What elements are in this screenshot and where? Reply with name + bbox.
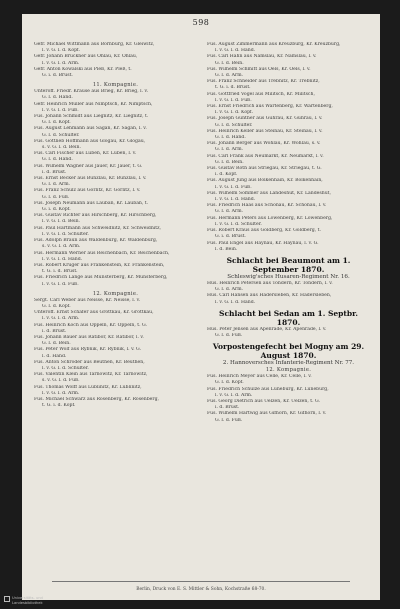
- entry-continuation: G. l. d. Kopf.: [42, 120, 71, 126]
- entry-continuation: G. l. d. Arm.: [215, 287, 244, 293]
- entry-line: Füs. Adolph Braun aus Waldenburg, Kr. Waldenburg,: [34, 238, 158, 244]
- entry-line: Gefr. Michael Wittmann aus Bornburg, Kr. Gleiwitz,: [34, 42, 155, 47]
- entry-continuation: l. v. G. l. d. Schulter.: [42, 365, 89, 371]
- section-heading: 11. Kompagnie.: [92, 82, 139, 89]
- entry-continuation: s. v. G. l. d. Fuß.: [42, 378, 80, 384]
- entry-continuation: l. v. G. l. d. Arm.: [215, 392, 253, 398]
- entry-line: Gefr. Heinrich Müller aus Nimptsch, Kr. Nimptsch,: [34, 101, 153, 107]
- entry-line: Füs. Heinrich Keller aus Steinau, Kr. Steinau, l. v.: [207, 128, 323, 134]
- entry-line: Füs. Carl Frank aus Neumarkt, Kr. Neumarkt, l. v.: [207, 153, 324, 159]
- entry-line: Füs. Friedrich Lange aus Münsterberg, Kr. Münsterberg,: [34, 275, 168, 281]
- entry-continuation: G. l. d. Schulter.: [215, 122, 253, 128]
- entry-continuation: G. l. d. Fuß.: [215, 417, 243, 423]
- entry-continuation: l. v. G. l. d. Hand.: [215, 48, 256, 54]
- entry-continuation: s. v. G. l. d. Arm.: [42, 244, 81, 250]
- entry-line: Füs. Ernst Becker aus Bunzlau, Kr. Bunzlau, l. v.: [34, 176, 147, 182]
- entry-continuation: G. l. d. Arm.: [215, 147, 244, 153]
- text-columns: [34, 42, 370, 578]
- entry-line: Füs. Paul Engel aus Haynau, Kr. Haynau, l. v. G.: [207, 240, 319, 246]
- section-heading: 12. Kompagnie.: [265, 367, 312, 374]
- entry-continuation: l. v. G. l. d. Hand.: [215, 299, 256, 305]
- entry-line: Füs. August Lehmann aus Sagan, Kr. Sagan, l. v.: [34, 126, 147, 132]
- entry-line: Füs. Gustav Richter aus Hirschberg, Kr. Hirschberg,: [34, 213, 157, 219]
- entry-continuation: G. l. d. Kopf.: [215, 380, 244, 386]
- entry-continuation: G. l. d. Schulter.: [42, 132, 80, 138]
- entry-continuation: G. i. d. Brust.: [42, 73, 73, 79]
- entry-continuation: G. i. d. Brust.: [215, 234, 246, 240]
- entry-continuation: l. v. G. l. d. Kopf.: [215, 110, 254, 116]
- entry-line: Füs. Georg Dietrich aus Uelzen, Kr. Uelzen, t. G.: [207, 398, 320, 404]
- footer-rule: [52, 581, 350, 582]
- entry-continuation: l. d. Bein.: [215, 246, 238, 252]
- entry-continuation: l. v. G. l. d. Schulter.: [42, 231, 89, 237]
- entry-continuation: t. G. i. d. Kopf.: [42, 403, 76, 409]
- entry-line: Füs. Carl Fischer aus Lüben, Kr. Lüben, l. v.: [34, 151, 137, 157]
- entry-continuation: t. G. i. d. Brust.: [42, 269, 78, 275]
- entry-line: Füs. Anton Schröder aus Beuthen, Kr. Beuthen,: [34, 359, 145, 365]
- entry-continuation: l. v. G. l. d. Bein.: [42, 219, 81, 225]
- entry-continuation: G. l. d. Hand.: [42, 95, 73, 101]
- entry-continuation: G. l. d. Bein.: [42, 341, 71, 347]
- entry-line: Füs. August Jung aus Bolkenhain, Kr. Bolkenhain,: [207, 178, 323, 184]
- entry-continuation: l. v. G. l. d. Arm.: [42, 390, 80, 396]
- entry-continuation: l. d. Hand.: [42, 353, 67, 359]
- entry-line: Füs. Johann Berger aus Wohlau, Kr. Wohlau, s. v.: [207, 141, 321, 147]
- entry-line: Füs. Wilhelm Sommer aus Landeshut, Kr. Landeshut,: [207, 190, 331, 196]
- entry-continuation: G. l. d. Arm.: [215, 73, 244, 79]
- entry-continuation: i. d. Brust.: [215, 405, 240, 411]
- entry-continuation: G. l. d. Bein.: [215, 159, 244, 165]
- entry-line: Füs. Robert Kraus aus Goldberg, Kr. Goldberg, t.: [207, 228, 321, 234]
- entry-continuation: i. d. Kopf.: [215, 172, 238, 178]
- page-number: 598: [192, 18, 210, 27]
- entry-line: Hus. Peter Jensen aus Apenrade, Kr. Apenrade, l. v.: [207, 326, 327, 332]
- entry-continuation: l. v. G. l. d. Hand.: [215, 197, 256, 203]
- entry-continuation: G. l. d. Fuß.: [42, 194, 70, 200]
- entry-line: Füs. Hermann Werner aus Reichenbach, Kr. Reichenbach,: [34, 250, 170, 256]
- entry-line: Füs. Carl Hahn aus Namslau, Kr. Namslau, l. v.: [207, 54, 317, 60]
- entry-line: Füs. Johann Bauer aus Ratibor, Kr. Ratibor, l. v.: [34, 334, 144, 340]
- entry-line: Füs. Franz Schulz aus Görlitz, Kr. Görlitz, l. v.: [34, 188, 141, 194]
- entry-continuation: l. v. G. l. d. Schulter.: [215, 221, 262, 227]
- entry-continuation: G. l. d. Bein.: [215, 60, 244, 66]
- entry-continuation: i. d. Brust.: [42, 169, 67, 175]
- entry-line: Füs. Peter Wolf aus Rybnik, Kr. Rybnik, l. v. G.: [34, 347, 142, 353]
- entry-continuation: l. v. G. l. d. Fuß.: [42, 107, 79, 113]
- entry-continuation: l. v. G. l. d. Arm.: [42, 60, 80, 66]
- entry-continuation: l. v. G. l. d. Fuß.: [215, 184, 252, 190]
- right-column: [207, 42, 370, 578]
- entry-continuation: s. v. G. l. d. Bein.: [42, 145, 81, 151]
- entry-line: Füs. Gustav Roth aus Striegau, Kr. Striegau, t. G.: [207, 166, 322, 172]
- page-footer: Berlin, Druck von E. S. Mittler & Sohn, Kochstraße 68-70.: [136, 587, 266, 592]
- entry-line: Füs. Heinrich Meyer aus Celle, Kr. Celle, l. v.: [207, 374, 312, 380]
- stamp-line: Universitäts- und: [12, 596, 43, 601]
- entry-continuation: t. G. i. d. Brust.: [215, 85, 251, 91]
- entry-continuation: i. d. Brust.: [42, 328, 67, 334]
- entry-continuation: G. l. d. Kopf.: [42, 303, 71, 309]
- entry-line: Hus. Heinrich Petersen aus Tondern, Kr. Tondern, l. v.: [207, 280, 333, 286]
- entry-line: Füs. August Zimmermann aus Kreuzburg, Kr. Kreuzburg,: [207, 42, 341, 47]
- entry-line: Unteroff. Ernst Schäfer aus Grottkau, Kr. Grottkau,: [34, 310, 154, 316]
- entry-line: Füs. Friedrich Haas aus Schönau, Kr. Schönau, l. v.: [207, 203, 327, 209]
- regiment-heading: 2. Hannoversches Infanterie-Regiment Nr. 77.: [222, 360, 355, 367]
- entry-continuation: G. i. d. Kopf.: [42, 207, 71, 213]
- library-logo-icon: [4, 596, 10, 602]
- entry-continuation: l. v. G. l. d. Fuß.: [42, 281, 79, 287]
- regiment-heading: Schleswig'sches Husaren-Regiment Nr. 16.: [227, 273, 350, 280]
- battle-heading: Vorpostengefecht bei Mogny am 29. August 1870.: [212, 342, 365, 361]
- entry-continuation: l. v. G. l. d. Kopf.: [42, 48, 81, 54]
- entry-line: Hus. Carl Hansen aus Hadersleben, Kr. Hadersleben,: [207, 293, 332, 299]
- entry-line: Füs. Wilhelm Wagner aus Jauer, Kr. Jauer, t. G.: [34, 163, 143, 169]
- entry-line: Füs. Michael Schwarz aus Rosenberg, Kr. Rosenberg,: [34, 396, 159, 402]
- entry-line: Füs. Wilhelm Schmitt aus Oels, Kr. Oels, l. v.: [207, 66, 311, 72]
- entry-continuation: G. l. d. Arm.: [42, 182, 71, 188]
- entry-line: Gefr. Johann Brückner aus Ohlau, Kr. Ohlau,: [34, 54, 138, 60]
- entry-line: Füs. Robert Krüger aus Frankenstein, Kr. Frankenstein,: [34, 262, 165, 268]
- section-heading: 12. Kompagnie.: [92, 290, 139, 297]
- entry-line: Füs. Friedrich Schulze aus Lüneburg, Kr. Lüneburg,: [207, 386, 329, 392]
- entry-line: Unteroff. Friedr. Krause aus Brieg, Kr. Brieg, l. v.: [34, 89, 149, 95]
- left-column: [34, 42, 197, 578]
- entry-continuation: l. v. G. l. d. Fuß.: [215, 97, 252, 103]
- entry-continuation: G. l. d. Fuß.: [215, 332, 243, 338]
- battle-heading: Schlacht bei Beaumont am 1. September 1870.: [226, 255, 351, 274]
- entry-line: Gefr. Anton Kowalski aus Pleß, Kr. Pleß, t.: [34, 66, 132, 72]
- entry-line: Füs. Thomas Wolff aus Lublinitz, Kr. Lublinitz,: [34, 384, 142, 390]
- library-stamp: [4, 596, 43, 605]
- entry-line: Sergt. Carl Weber aus Neisse, Kr. Neisse, l. v.: [34, 297, 141, 303]
- entry-line: Füs. Gottfried Vogel aus Militsch, Kr. Militsch,: [207, 91, 315, 97]
- entry-continuation: G. l. d. Hand.: [42, 157, 73, 163]
- document-page: [22, 14, 380, 600]
- entry-line: Füs. Paul Hartmann aus Schweidnitz, Kr. Schweidnitz,: [34, 225, 161, 231]
- entry-line: Füs. Ernst Friedrich aus Wartenberg, Kr. Wartenberg,: [207, 104, 333, 110]
- entry-continuation: G. l. d. Hand.: [215, 135, 246, 141]
- entry-line: Füs. Franz Schneider aus Trebnitz, Kr. Trebnitz,: [207, 79, 320, 85]
- stamp-line: Landesbibliothek: [12, 600, 43, 605]
- entry-line: Füs. Heinrich Koch aus Oppeln, Kr. Oppeln, t. G.: [34, 322, 148, 328]
- battle-heading: Schlacht bei Sedan am 1. Septbr. 1870.: [219, 308, 358, 327]
- entry-line: Füs. Valentin Klein aus Tarnowitz, Kr. Tarnowitz,: [34, 372, 148, 378]
- entry-continuation: l. v. G. l. d. Hand.: [42, 256, 83, 262]
- entry-line: Füs. Hermann Peters aus Löwenberg, Kr. Löwenberg,: [207, 215, 333, 221]
- entry-line: Füs. Joseph Günther aus Guhrau, Kr. Guhrau, l. v.: [207, 116, 323, 122]
- entry-line: Füs. Johann Schmidt aus Liegnitz, Kr. Liegnitz, t.: [34, 114, 149, 120]
- entry-line: Füs. Gottlieb Hoffmann aus Glogau, Kr. Glogau,: [34, 138, 146, 144]
- entry-line: Füs. Wilhelm Hartwig aus Gifhorn, Kr. Gifhorn, l. v.: [207, 411, 327, 417]
- entry-line: Füs. Joseph Neumann aus Lauban, Kr. Lauban, t.: [34, 200, 149, 206]
- entry-continuation: G. l. d. Arm.: [215, 209, 244, 215]
- entry-continuation: l. v. G. l. d. Arm.: [42, 316, 80, 322]
